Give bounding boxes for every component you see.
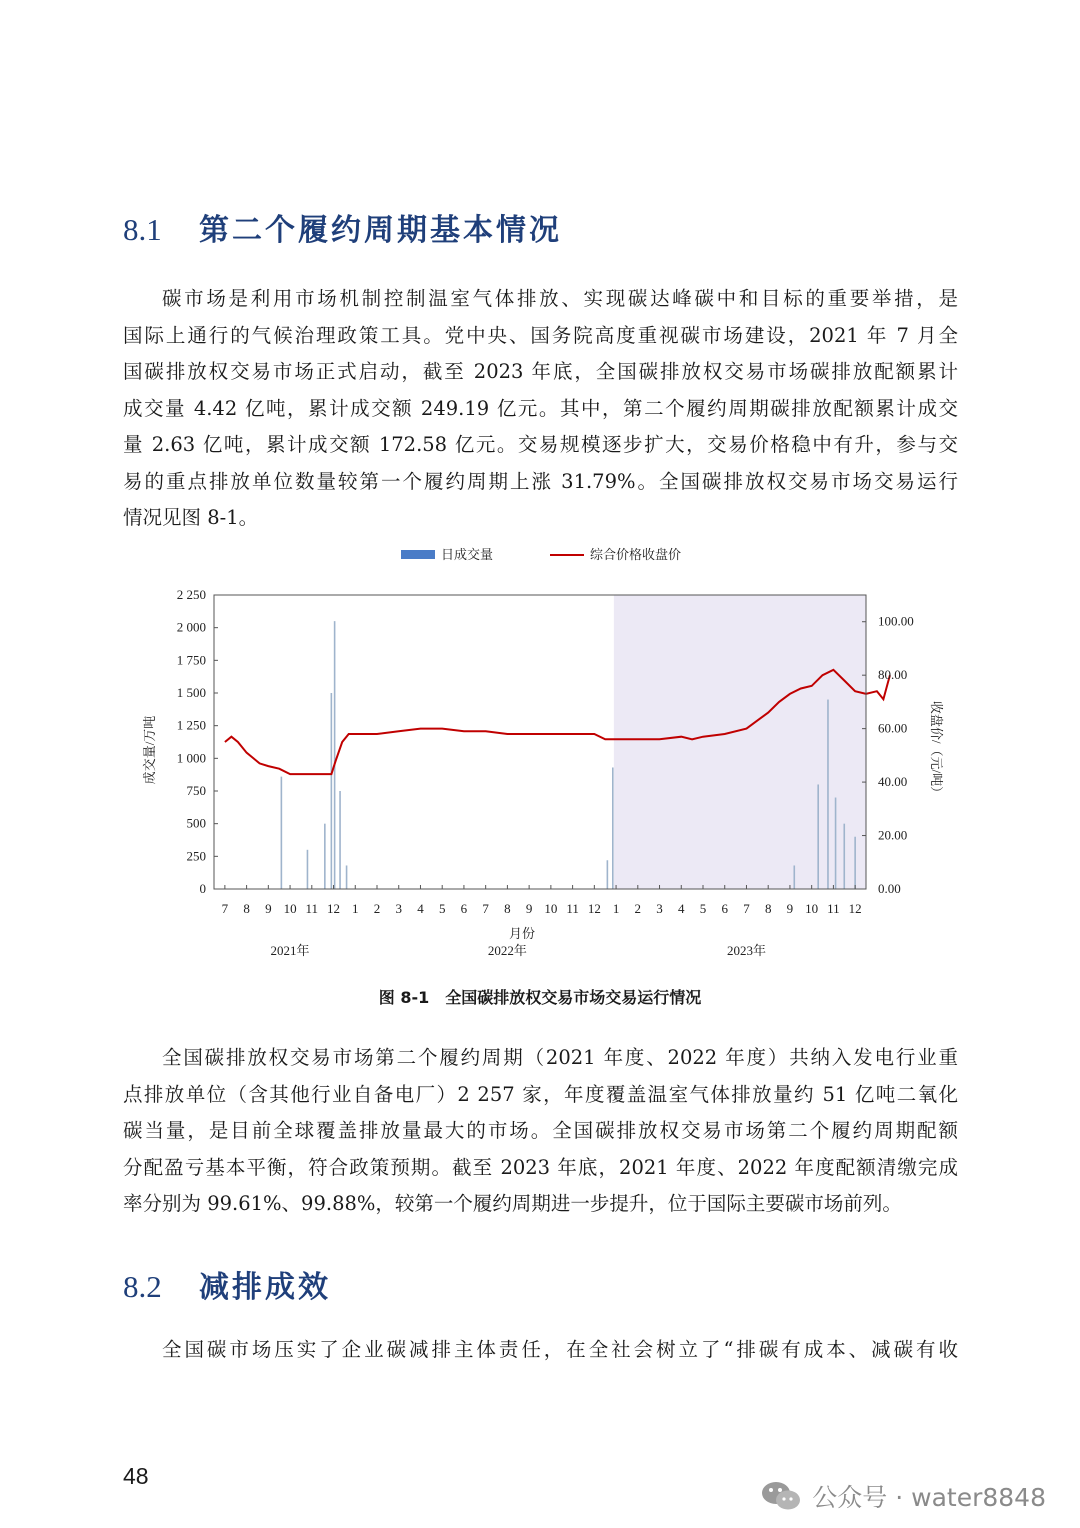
volume-bar [307,850,309,889]
volume-bar [817,784,819,889]
y-right-tick-label: 60.00 [878,720,908,736]
watermark [760,1478,1046,1514]
watermark-text: 公众号 · water8848 [812,1483,1046,1512]
y-left-tick-label: 1 500 [176,685,206,700]
text-line: 成交量 4.42 亿吨，累计成交额 249.19 亿元。其中，第二个履约周期碳排放配额累计成交 [123,396,958,420]
section-number: 8.2 [123,1269,162,1304]
x-tick-label: 1 [612,901,620,916]
x-tick-label: 12 [587,901,601,916]
x-tick-label: 6 [721,901,728,916]
x-tick-label: 11 [566,901,579,916]
x-tick-label: 3 [395,901,402,916]
text-line: 国碳排放权交易市场正式启动，截至 2023 年底，全国碳排放权交易市场碳排放配额累计 [123,360,958,383]
text-line: 国际上通行的气候治理政策工具。党中央、国务院高度重视碳市场建设，2021 年 7 月全 [123,323,958,347]
text-line: 碳当量，是目前全球覆盖排放量最大的市场。全国碳排放权交易市场第二个履约周期配额 [123,1119,958,1142]
text-line: 率分别为 99.61%、99.88%，较第一个履约周期进一步提升，位于国际主要碳市场前列。 [123,1192,902,1215]
volume-bar [346,865,348,889]
x-tick-label: 4 [678,901,685,916]
trading-chart [120,535,960,975]
text-line: 碳市场是利用市场机制控制温室气体排放、实现碳达峰碳中和目标的重要举措，是 [162,287,958,310]
volume-bar [793,865,795,889]
paragraph-second-period [123,1040,958,1223]
x-tick-label: 4 [417,901,424,916]
x-tick-label: 10 [544,901,558,916]
x-tick-label: 7 [482,901,489,916]
y-right-tick-label: 0.00 [878,881,901,896]
section-heading-8-2 [123,1262,331,1306]
x-tick-label: 8 [504,901,511,916]
section-title: 第二个履约周期基本情况 [199,213,562,248]
volume-bar [612,767,614,889]
wechat-icon [760,1479,802,1513]
text-line: 量 2.63 亿吨，累计成交额 172.58 亿元。交易规模逐步扩大，交易价格稳中有升，参与交 [123,433,958,456]
y-axis-left-label: 成交量/万吨 [142,715,157,785]
x-tick-label: 1 [352,901,359,916]
volume-bar [827,700,829,889]
volume-bar [843,824,845,889]
volume-bar [339,791,341,889]
x-tick-label: 12 [848,901,862,916]
y-left-tick-label: 750 [186,783,206,798]
x-tick-label: 8 [764,901,772,916]
section-number: 8.1 [123,212,162,247]
x-tick-label: 9 [786,901,794,916]
x-tick-label: 2 [373,901,381,916]
section-title: 减排成效 [199,1270,331,1305]
text-line: 分配盈亏基本平衡，符合政策预期。截至 2023 年底，2021 年度、2022 年度配额清缴完成 [123,1155,958,1179]
x-tick-label: 2 [634,901,642,916]
section-heading-8-1 [123,205,562,249]
x-tick-label: 5 [699,901,707,916]
y-right-tick-label: 40.00 [878,774,908,790]
text-line: 易的重点排放单位数量较第一个履约周期上涨 31.79%。全国碳排放权交易市场交易运行 [123,469,958,493]
x-tick-label: 6 [460,901,468,916]
x-tick-label: 10 [283,901,297,916]
x-tick-label: 3 [656,901,663,916]
year-label: 2022年 [487,943,527,958]
y-axis-right-label: 收盘价/（元/吨） [929,700,944,800]
chart-legend [401,547,681,562]
y-left-tick-label: 500 [186,815,206,831]
page-number: 48 [123,1463,149,1489]
figure-caption: 图 8-1 全国碳排放权交易市场交易运行情况 [378,988,702,1007]
x-tick-label: 7 [743,901,750,916]
x-axis-label: 月份 [508,926,536,941]
x-tick-label: 11 [827,901,840,916]
text-line: 全国碳排放权交易市场第二个履约周期（2021 年度、2022 年度）共纳入发电行业重 [162,1046,958,1069]
text-line: 情况见图 8-1。 [123,506,259,529]
y-left-tick-label: 0 [199,881,206,896]
y-left-tick-label: 1 750 [176,652,206,668]
legend-label-price: 综合价格收盘价 [590,547,682,562]
volume-bar [281,777,283,889]
text-line: 点排放单位（含其他行业自备电厂）2 257 家，年度覆盖温室气体排放量约 51 亿吨二氧化 [123,1082,958,1106]
x-tick-label: 9 [525,901,533,916]
x-tick-label: 10 [805,901,819,916]
y-left-tick-label: 1 250 [176,717,206,733]
y-right-tick-label: 80.00 [878,667,908,683]
y-left-tick-label: 2 250 [176,587,206,602]
legend-bar-swatch [401,550,435,559]
volume-bar [331,693,333,889]
legend-label-volume: 日成交量 [441,547,494,562]
volume-bar [835,798,837,889]
y-left-tick-label: 2 000 [176,619,206,635]
volume-bar [607,860,609,889]
y-right-tick-label: 100.00 [878,613,914,629]
year-label: 2021年 [270,943,310,958]
x-tick-label: 8 [243,901,250,916]
text-line: 全国碳市场压实了企业碳减排主体责任，在全社会树立了“排碳有成本、减碳有收 [162,1338,958,1361]
x-tick-label: 5 [438,901,446,916]
x-tick-label: 7 [221,901,229,916]
paragraph-intro [123,281,958,537]
y-left-tick-label: 1 000 [176,750,206,766]
volume-bar [324,824,326,889]
y-right-tick-label: 20.00 [878,827,908,843]
x-tick-label: 12 [327,901,341,916]
x-tick-label: 11 [305,901,319,916]
y-left-tick-label: 250 [186,848,206,864]
paragraph-reduction [123,1332,958,1369]
x-tick-label: 9 [265,901,272,916]
year-label: 2023年 [726,943,766,958]
volume-bar [334,621,336,889]
volume-bar [854,837,856,889]
